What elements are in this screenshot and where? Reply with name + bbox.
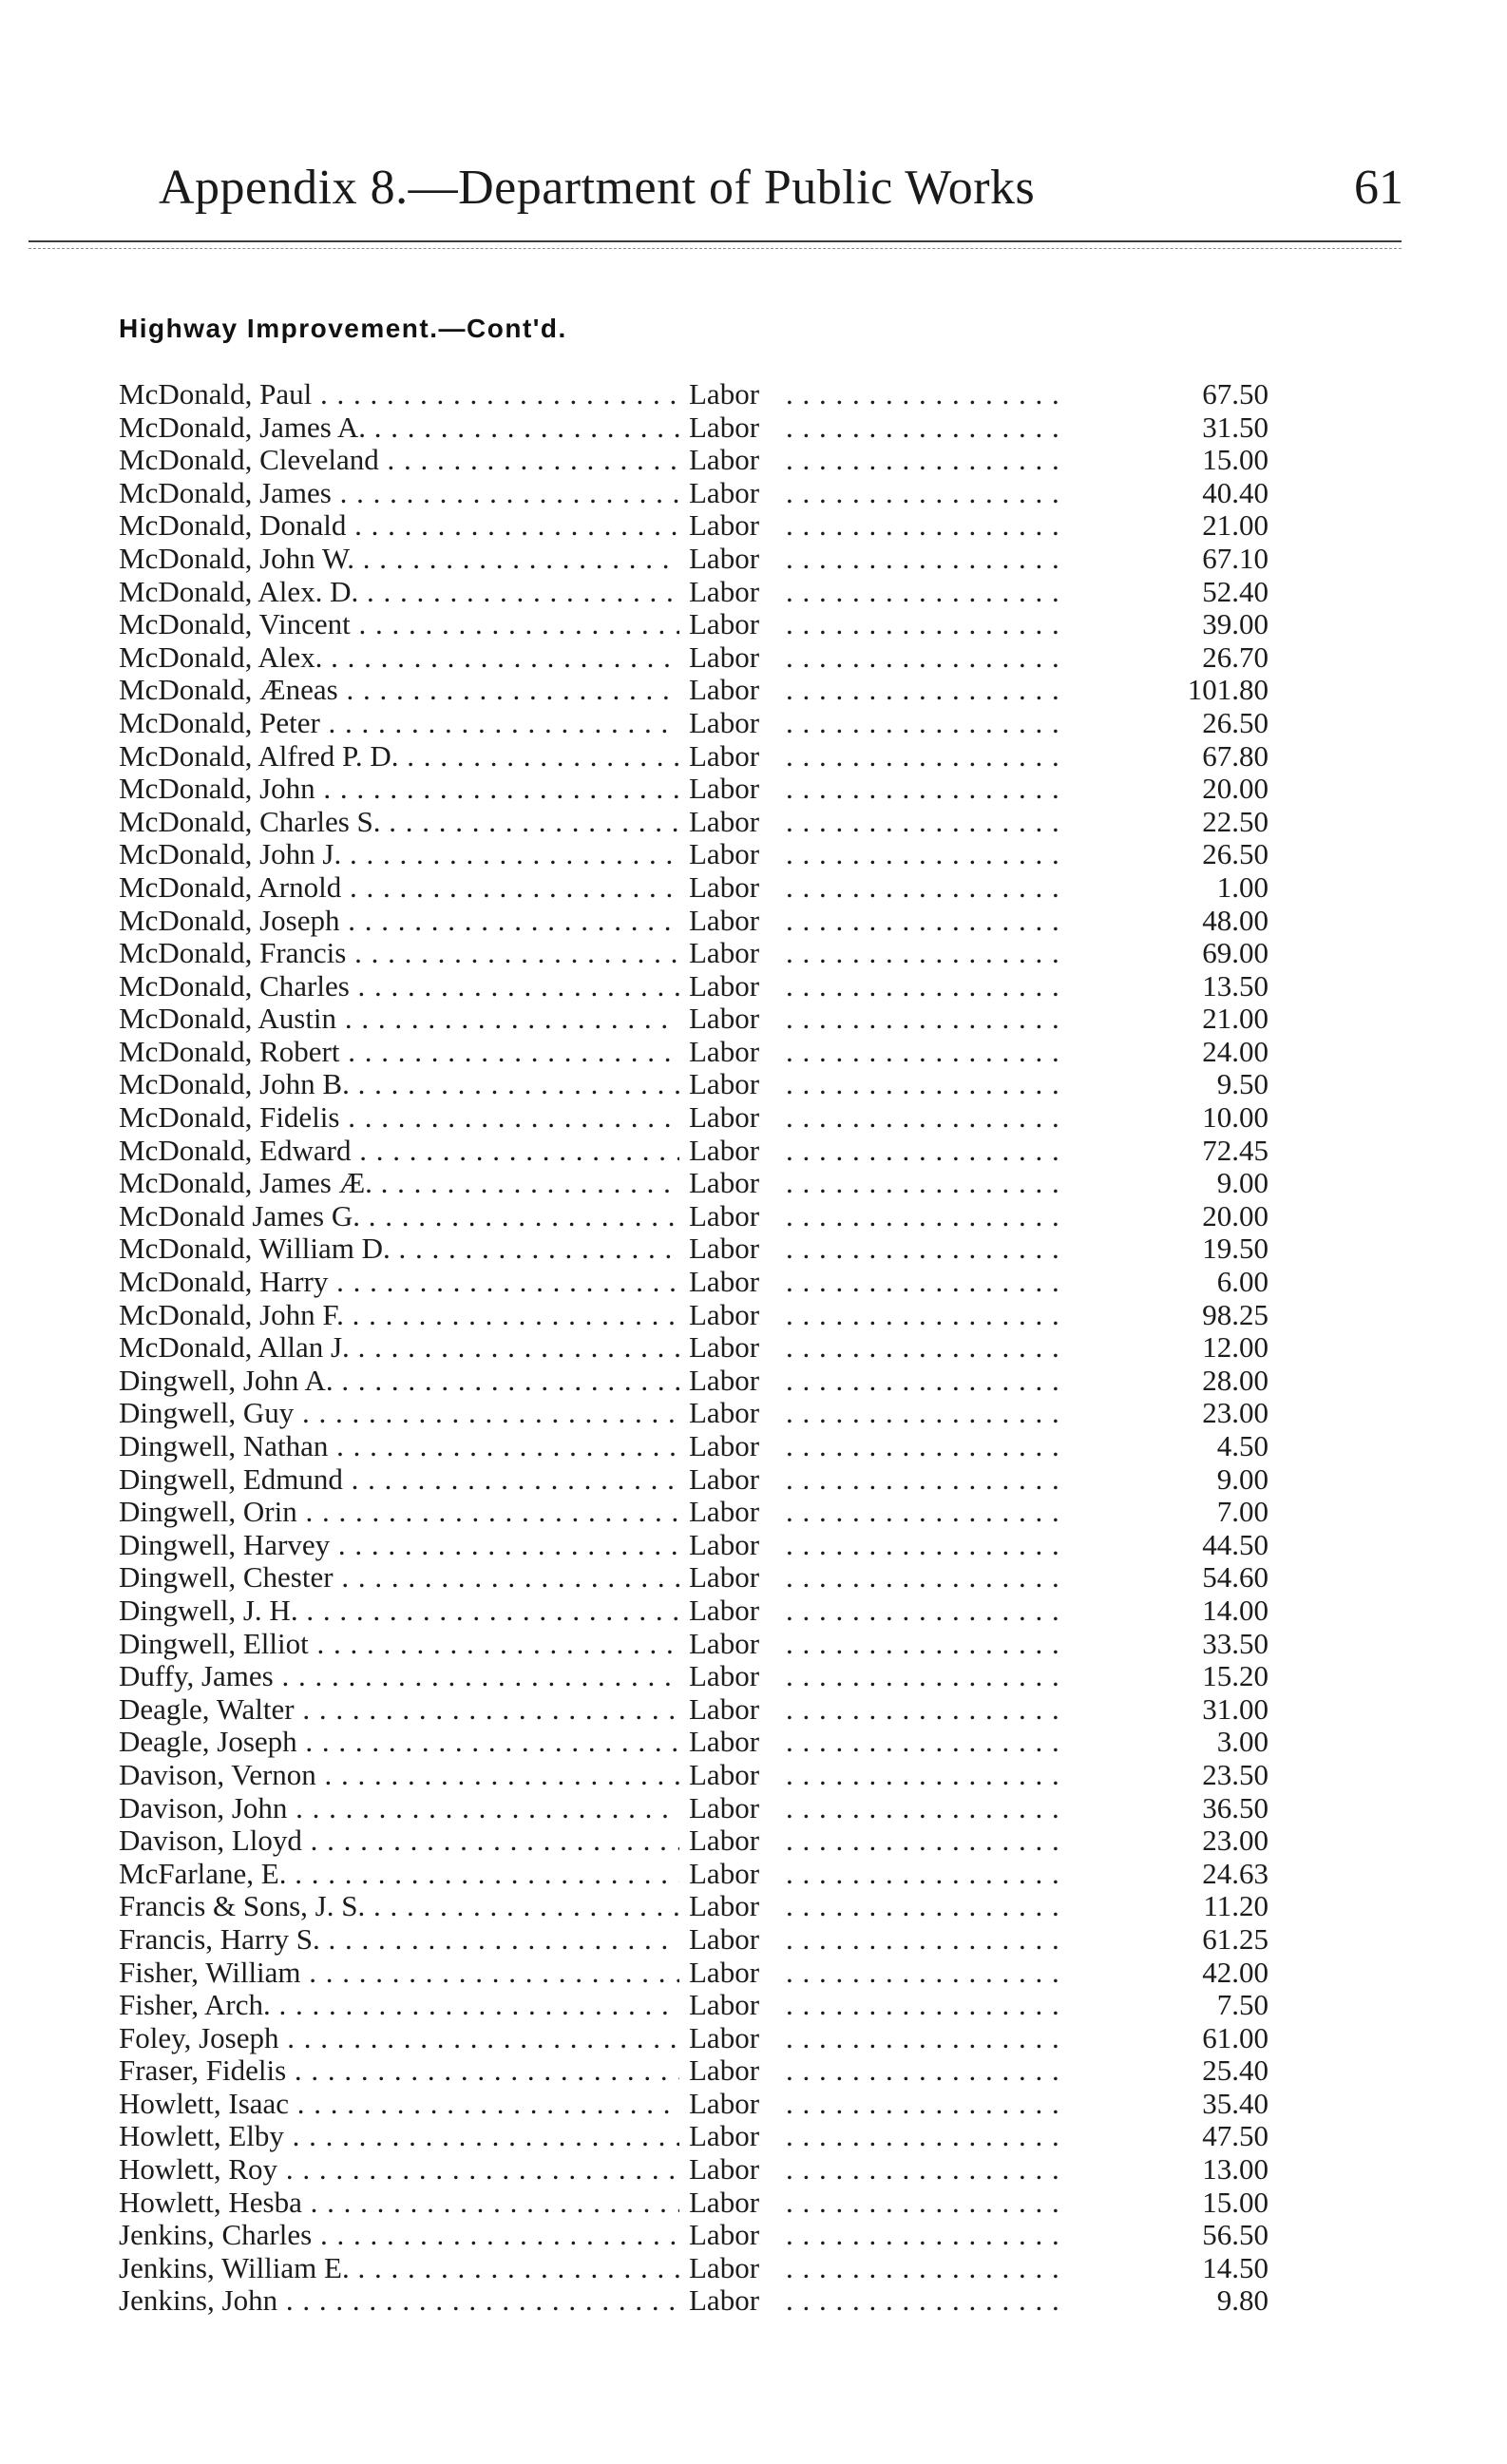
payee-name: Dingwell, Edmund . . . — [119, 1463, 679, 1497]
occupation: Labor . . . — [689, 1430, 1229, 1463]
amount: 67.10 — [1202, 541, 1269, 575]
section-heading: Highway Improvement.—Cont'd. — [119, 314, 567, 343]
list-item — [119, 1496, 1269, 1529]
list-item — [119, 871, 1269, 905]
occupation: Labor . . . — [689, 1068, 1229, 1101]
list-item — [119, 2088, 1269, 2121]
amount: 52.40 — [1202, 574, 1269, 608]
header-rule-dashed — [29, 248, 1402, 249]
payee-name: Davison, Lloyd . . . — [119, 1824, 679, 1858]
list-item — [119, 477, 1269, 510]
amount: 7.00 — [1216, 1495, 1269, 1529]
occupation: Labor . . . — [689, 1595, 1229, 1628]
payee-name: McDonald, Alfred P. D. . . . — [119, 740, 679, 774]
list-item — [119, 2153, 1269, 2187]
amount: 12.00 — [1202, 1330, 1269, 1365]
list-item — [119, 1858, 1269, 1891]
list-item — [119, 1036, 1269, 1069]
list-item — [119, 1167, 1269, 1200]
occupation: Labor . . . — [689, 1036, 1229, 1069]
payee-name: Dingwell, Guy . . . — [119, 1397, 679, 1430]
payee-name: Fisher, Arch. . . . — [119, 1989, 679, 2022]
occupation: Labor . . . — [689, 707, 1229, 740]
payee-name: McDonald, Harry . . . — [119, 1266, 679, 1299]
payee-name: McDonald, William D. . . . — [119, 1232, 679, 1266]
amount: 21.00 — [1202, 508, 1269, 543]
occupation: Labor . . . — [689, 1989, 1229, 2022]
occupation: Labor . . . — [689, 411, 1229, 445]
amount: 24.63 — [1202, 1856, 1269, 1890]
list-item — [119, 1923, 1269, 1957]
list-item — [119, 1529, 1269, 1562]
occupation: Labor . . . — [689, 2219, 1229, 2252]
occupation: Labor . . . — [689, 1365, 1229, 1398]
amount: 9.00 — [1216, 1461, 1269, 1496]
list-item — [119, 509, 1269, 543]
occupation: Labor . . . — [689, 773, 1229, 806]
list-item — [119, 838, 1269, 871]
payee-name: McDonald, Donald . . . — [119, 509, 679, 543]
payee-name: Dingwell, Elliot . . . — [119, 1628, 679, 1661]
list-item — [119, 2022, 1269, 2055]
list-item — [119, 1397, 1269, 1430]
occupation: Labor . . . — [689, 477, 1229, 510]
payee-name: McDonald, Joseph . . . — [119, 905, 679, 938]
list-item — [119, 1890, 1269, 1923]
payee-name: McDonald, John J. . . . — [119, 838, 679, 871]
list-item — [119, 2054, 1269, 2088]
list-item — [119, 608, 1269, 641]
occupation: Labor . . . — [689, 608, 1229, 641]
list-item — [119, 1101, 1269, 1135]
list-item — [119, 2284, 1269, 2318]
list-item — [119, 1430, 1269, 1463]
payee-name: McDonald, Allan J. . . . — [119, 1331, 679, 1365]
payee-name: McDonald, James Æ. . . . — [119, 1167, 679, 1200]
list-item — [119, 641, 1269, 675]
amount: 19.50 — [1202, 1232, 1269, 1266]
amount: 67.80 — [1202, 738, 1269, 773]
amount: 44.50 — [1202, 1527, 1269, 1561]
occupation: Labor . . . — [689, 1200, 1229, 1233]
payee-name: McDonald, Alex. . . . — [119, 641, 679, 675]
payee-name: Davison, John . . . — [119, 1792, 679, 1825]
list-item — [119, 1135, 1269, 1168]
amount: 13.50 — [1202, 968, 1269, 1003]
payee-name: Fraser, Fidelis . . . — [119, 2054, 679, 2088]
amount: 47.50 — [1202, 2119, 1269, 2153]
payee-name: Foley, Joseph . . . — [119, 2022, 679, 2055]
amount: 67.50 — [1202, 377, 1269, 411]
amount: 48.00 — [1202, 903, 1269, 937]
payee-name: Howlett, Hesba . . . — [119, 2187, 679, 2220]
amount: 4.50 — [1216, 1429, 1269, 1462]
list-item — [119, 2120, 1269, 2153]
amount: 61.25 — [1202, 1921, 1269, 1956]
payee-name: McDonald, Edward . . . — [119, 1135, 679, 1168]
occupation: Labor . . . — [689, 641, 1229, 675]
payee-name: McDonald, John . . . — [119, 773, 679, 806]
amount: 31.50 — [1202, 410, 1269, 444]
payee-name: Dingwell, Harvey . . . — [119, 1529, 679, 1562]
list-item — [119, 2187, 1269, 2220]
list-item — [119, 740, 1269, 774]
payee-name: McDonald, Arnold . . . — [119, 871, 679, 905]
amount: 20.00 — [1202, 1198, 1269, 1232]
occupation: Labor . . . — [689, 1331, 1229, 1365]
header-rule — [29, 240, 1402, 242]
page-number: 61 — [1354, 161, 1403, 215]
amount: 54.60 — [1202, 1560, 1269, 1595]
amount: 69.00 — [1202, 936, 1269, 970]
amount: 36.50 — [1202, 1790, 1269, 1824]
occupation: Labor . . . — [689, 2187, 1229, 2220]
payee-name: Howlett, Roy . . . — [119, 2153, 679, 2187]
payee-name: Deagle, Joseph . . . — [119, 1726, 679, 1759]
amount: 33.50 — [1202, 1626, 1269, 1660]
amount: 11.20 — [1203, 1889, 1269, 1923]
amount: 21.00 — [1202, 1002, 1269, 1036]
amount: 72.45 — [1202, 1133, 1269, 1167]
payee-name: Davison, Vernon . . . — [119, 1759, 679, 1792]
page-header — [159, 160, 1403, 226]
payee-name: Francis & Sons, J. S. . . . — [119, 1890, 679, 1923]
amount: 13.00 — [1202, 2152, 1269, 2187]
amount: 9.50 — [1216, 1067, 1269, 1101]
amount: 35.40 — [1202, 2086, 1269, 2120]
payee-name: McDonald, John F. . . . — [119, 1299, 679, 1332]
payee-name: Dingwell, Nathan . . . — [119, 1430, 679, 1463]
occupation: Labor . . . — [689, 1266, 1229, 1299]
amount: 39.00 — [1202, 607, 1269, 641]
list-item — [119, 2252, 1269, 2285]
amount: 25.40 — [1202, 2053, 1269, 2088]
list-item — [119, 1331, 1269, 1365]
occupation: Labor . . . — [689, 378, 1229, 411]
payee-name: Howlett, Isaac . . . — [119, 2088, 679, 2121]
occupation: Labor . . . — [689, 838, 1229, 871]
payee-name: Dingwell, Chester . . . — [119, 1561, 679, 1595]
payment-list — [119, 378, 1269, 2318]
occupation: Labor . . . — [689, 2153, 1229, 2187]
payee-name: McDonald, Francis . . . — [119, 937, 679, 970]
occupation: Labor . . . — [689, 937, 1229, 970]
list-item — [119, 1792, 1269, 1825]
occupation: Labor . . . — [689, 2252, 1229, 2285]
occupation: Labor . . . — [689, 1628, 1229, 1661]
occupation: Labor . . . — [689, 2054, 1229, 2088]
occupation: Labor . . . — [689, 1561, 1229, 1595]
payee-name: Fisher, William . . . — [119, 1957, 679, 1990]
amount: 6.00 — [1216, 1265, 1269, 1299]
payee-name: McDonald, James A. . . . — [119, 411, 679, 445]
amount: 1.00 — [1216, 869, 1269, 904]
payee-name: McDonald, Vincent . . . — [119, 608, 679, 641]
amount: 61.00 — [1202, 2020, 1269, 2054]
list-item — [119, 576, 1269, 609]
amount: 7.50 — [1216, 1988, 1269, 2022]
page-title: Appendix 8.—Department of Public Works — [159, 161, 1036, 215]
amount: 15.20 — [1202, 1659, 1269, 1693]
occupation: Labor . . . — [689, 1890, 1229, 1923]
amount: 23.50 — [1202, 1757, 1269, 1791]
payee-name: McDonald, Alex. D. . . . — [119, 576, 679, 609]
occupation: Labor . . . — [689, 970, 1229, 1003]
list-item — [119, 905, 1269, 938]
list-item — [119, 1463, 1269, 1497]
occupation: Labor . . . — [689, 509, 1229, 543]
list-item — [119, 1693, 1269, 1727]
occupation: Labor . . . — [689, 1759, 1229, 1792]
payee-name: Jenkins, John . . . — [119, 2284, 679, 2318]
list-item — [119, 1824, 1269, 1858]
payee-name: McDonald James G. . . . — [119, 1200, 679, 1233]
occupation: Labor . . . — [689, 1858, 1229, 1891]
occupation: Labor . . . — [689, 1101, 1229, 1135]
occupation: Labor . . . — [689, 2120, 1229, 2153]
amount: 14.00 — [1202, 1593, 1269, 1627]
list-item — [119, 937, 1269, 970]
payee-name: McDonald, Fidelis . . . — [119, 1101, 679, 1135]
amount: 101.80 — [1187, 673, 1269, 707]
list-item — [119, 411, 1269, 445]
payee-name: Dingwell, Orin . . . — [119, 1496, 679, 1529]
amount: 23.00 — [1202, 1396, 1269, 1430]
amount: 23.00 — [1202, 1824, 1269, 1858]
payee-name: McDonald, John B. . . . — [119, 1068, 679, 1101]
amount: 56.50 — [1202, 2218, 1269, 2252]
occupation: Labor . . . — [689, 1957, 1229, 1990]
payee-name: Jenkins, William E. . . . — [119, 2252, 679, 2285]
occupation: Labor . . . — [689, 1923, 1229, 1957]
payee-name: McDonald, Peter . . . — [119, 707, 679, 740]
payee-name: McDonald, James . . . — [119, 477, 679, 510]
occupation: Labor . . . — [689, 1792, 1229, 1825]
amount: 10.00 — [1202, 1100, 1269, 1135]
amount: 24.00 — [1202, 1034, 1269, 1068]
payee-name: McDonald, John W. . . . — [119, 543, 679, 576]
list-item — [119, 1200, 1269, 1233]
payee-name: Dingwell, John A. . . . — [119, 1365, 679, 1398]
occupation: Labor . . . — [689, 740, 1229, 774]
occupation: Labor . . . — [689, 1167, 1229, 1200]
occupation: Labor . . . — [689, 1824, 1229, 1858]
amount: 9.80 — [1216, 2283, 1269, 2318]
list-item — [119, 773, 1269, 806]
list-item — [119, 2219, 1269, 2252]
occupation: Labor . . . — [689, 2284, 1229, 2318]
amount: 22.50 — [1202, 804, 1269, 838]
payee-name: McFarlane, E. . . . — [119, 1858, 679, 1891]
payee-name: Jenkins, Charles . . . — [119, 2219, 679, 2252]
amount: 15.00 — [1202, 2185, 1269, 2219]
occupation: Labor . . . — [689, 871, 1229, 905]
occupation: Labor . . . — [689, 674, 1229, 707]
amount: 20.00 — [1202, 772, 1269, 806]
payee-name: McDonald, Æneas . . . — [119, 674, 679, 707]
payee-name: Dingwell, J. H. . . . — [119, 1595, 679, 1628]
occupation: Labor . . . — [689, 1397, 1229, 1430]
list-item — [119, 1989, 1269, 2022]
occupation: Labor . . . — [689, 576, 1229, 609]
list-item — [119, 1299, 1269, 1332]
list-item — [119, 543, 1269, 576]
amount: 31.00 — [1202, 1691, 1269, 1726]
occupation: Labor . . . — [689, 1496, 1229, 1529]
payee-name: Francis, Harry S. . . . — [119, 1923, 679, 1957]
occupation: Labor . . . — [689, 1232, 1229, 1266]
list-item — [119, 1628, 1269, 1661]
list-item — [119, 1232, 1269, 1266]
amount: 3.00 — [1216, 1725, 1269, 1759]
list-item — [119, 1726, 1269, 1759]
amount: 14.50 — [1202, 2250, 1269, 2284]
list-item — [119, 1759, 1269, 1792]
occupation: Labor . . . — [689, 905, 1229, 938]
occupation: Labor . . . — [689, 1299, 1229, 1332]
payee-name: Deagle, Walter . . . — [119, 1693, 679, 1727]
occupation: Labor . . . — [689, 444, 1229, 477]
list-item — [119, 707, 1269, 740]
payee-name: Howlett, Elby . . . — [119, 2120, 679, 2153]
list-item — [119, 1561, 1269, 1595]
payee-name: McDonald, Austin . . . — [119, 1003, 679, 1036]
amount: 9.00 — [1216, 1166, 1269, 1200]
amount: 40.40 — [1202, 475, 1269, 509]
occupation: Labor . . . — [689, 1135, 1229, 1168]
payee-name: McDonald, Cleveland . . . — [119, 444, 679, 477]
occupation: Labor . . . — [689, 1463, 1229, 1497]
amount: 28.00 — [1202, 1363, 1269, 1397]
payee-name: McDonald, Robert . . . — [119, 1036, 679, 1069]
payee-name: Duffy, James . . . — [119, 1660, 679, 1693]
occupation: Labor . . . — [689, 2088, 1229, 2121]
occupation: Labor . . . — [689, 2022, 1229, 2055]
list-item — [119, 1595, 1269, 1628]
list-item — [119, 1266, 1269, 1299]
list-item — [119, 1660, 1269, 1693]
occupation: Labor . . . — [689, 806, 1229, 839]
payee-name: McDonald, Charles S. . . . — [119, 806, 679, 839]
occupation: Labor . . . — [689, 1726, 1229, 1759]
list-item — [119, 1365, 1269, 1398]
amount: 26.50 — [1202, 705, 1269, 739]
list-item — [119, 1957, 1269, 1990]
amount: 42.00 — [1202, 1955, 1269, 1989]
amount: 15.00 — [1202, 443, 1269, 477]
list-item — [119, 1068, 1269, 1101]
list-item — [119, 806, 1269, 839]
amount: 98.25 — [1202, 1297, 1269, 1331]
list-item — [119, 970, 1269, 1003]
occupation: Labor . . . — [689, 1003, 1229, 1036]
occupation: Labor . . . — [689, 1529, 1229, 1562]
list-item — [119, 444, 1269, 477]
payee-name: McDonald, Charles . . . — [119, 970, 679, 1003]
list-item — [119, 1003, 1269, 1036]
occupation: Labor . . . — [689, 1660, 1229, 1693]
list-item — [119, 378, 1269, 411]
occupation: Labor . . . — [689, 1693, 1229, 1727]
amount: 26.70 — [1202, 640, 1269, 674]
payee-name: McDonald, Paul . . . — [119, 378, 679, 411]
amount: 26.50 — [1202, 837, 1269, 871]
list-item — [119, 674, 1269, 707]
occupation: Labor . . . — [689, 543, 1229, 576]
